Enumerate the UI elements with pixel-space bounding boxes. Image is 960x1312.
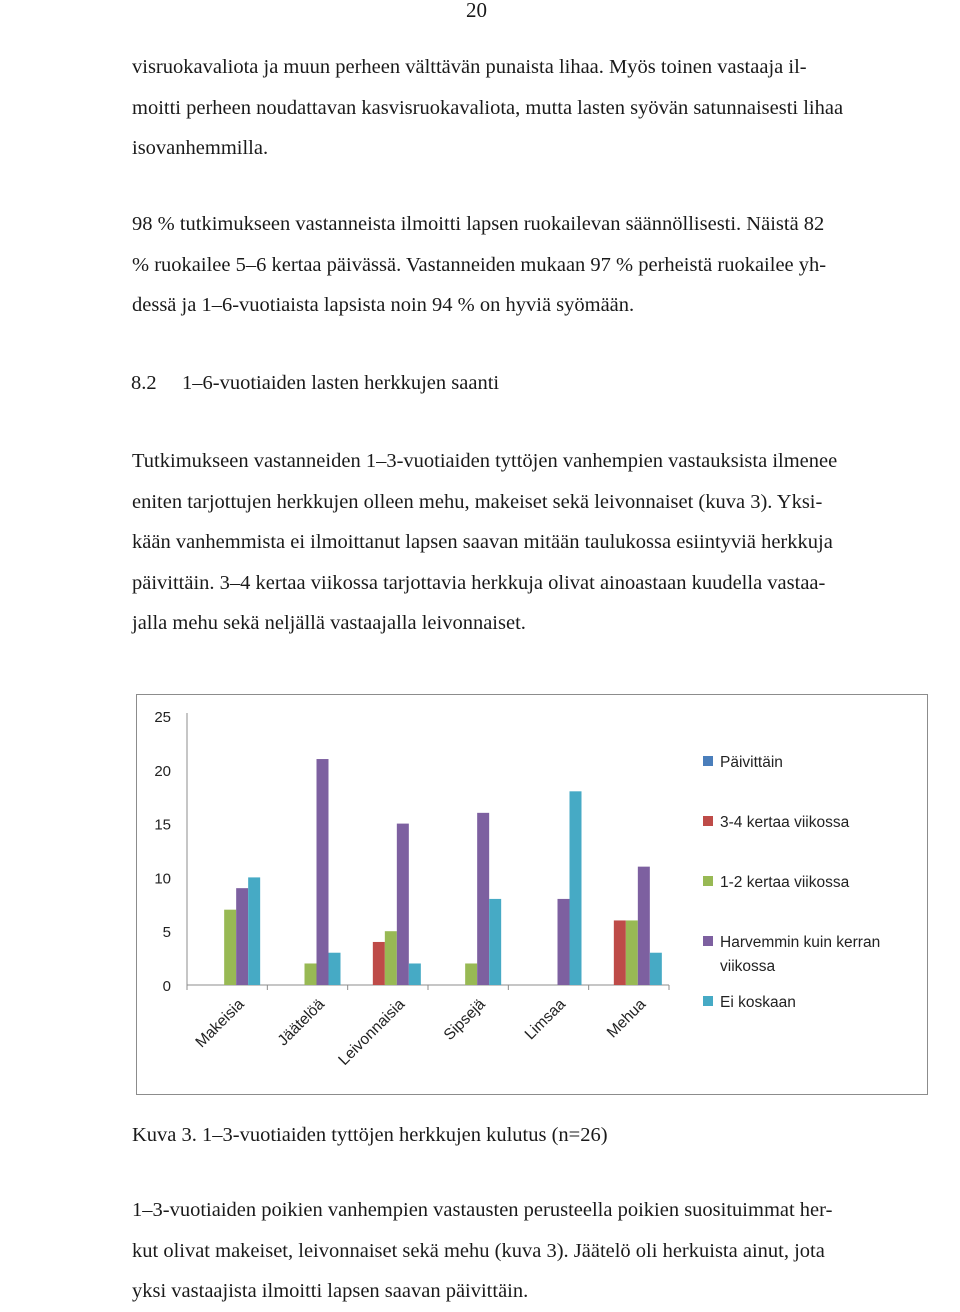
chart-frame (136, 694, 928, 1095)
x-tick-label: Mehua (603, 995, 650, 1042)
paragraph-4 (132, 1190, 938, 1312)
bar (305, 963, 317, 985)
bar (650, 953, 662, 985)
bar (570, 791, 582, 985)
x-tick-label: Makeisia (192, 995, 248, 1052)
bar (465, 963, 477, 985)
section-number: 8.2 (131, 372, 157, 394)
legend-label: 1-2 kertaa viikossa (720, 874, 850, 891)
y-tick-label: 25 (154, 709, 171, 726)
paragraph-line: visruokavaliota ja muun perheen välttävän punaista lihaa. Myös toinen vastaaja il- (132, 56, 807, 78)
x-tick-label: Leivonnaisia (335, 995, 409, 1069)
paragraph-line: kut olivat makeiset, leivonnaiset sekä mehu (kuva 3). Jäätelö oli herkuista ainut, jota (132, 1239, 825, 1262)
bar (317, 759, 329, 985)
paragraph-line: päivittäin. 3–4 kertaa viikossa tarjottavia herkkuja olivat ainoastaan kuudella vastaa- (132, 571, 826, 594)
y-tick-label: 15 (154, 816, 171, 834)
bar (477, 813, 489, 985)
bar-chart (137, 695, 927, 1094)
legend-swatch (703, 816, 713, 826)
y-tick-label: 10 (154, 870, 171, 888)
legend-swatch (703, 876, 713, 886)
x-tick-label: Limsaa (521, 995, 570, 1044)
x-tick-label: Sipsejä (440, 995, 489, 1044)
paragraph-line: % ruokailee 5–6 kertaa päivässä. Vastanneiden mukaan 97 % perheistä ruokailee yh- (132, 253, 827, 276)
paragraph-line: jalla mehu sekä neljällä vastaajalla leivonnaiset. (132, 612, 526, 634)
bar (626, 920, 638, 985)
bar (236, 888, 248, 985)
legend-swatch (703, 996, 713, 1006)
paragraph-line: Tutkimukseen vastanneiden 1–3-vuotiaiden tyttöjen vanhempien vastauksista ilmenee (132, 450, 838, 472)
bar (224, 910, 236, 985)
paragraph-3 (132, 441, 938, 644)
bar (614, 920, 626, 985)
bar (385, 931, 397, 985)
paragraph-1 (132, 47, 938, 169)
bar (558, 899, 570, 985)
figure-caption: Kuva 3. 1–3-vuotiaiden tyttöjen herkkujen kulutus (n=26) (132, 1124, 608, 1146)
legend-label: Päivittäin (720, 754, 783, 771)
paragraph-line: dessä ja 1–6-vuotiaista lapsista noin 94 % on hyviä syömään. (132, 294, 635, 316)
legend-label: 3-4 kertaa viikossa (720, 814, 850, 831)
bar (248, 877, 260, 985)
y-tick-label: 5 (162, 924, 171, 942)
bar (373, 942, 385, 985)
paragraph-line: isovanhemmilla. (132, 137, 269, 159)
paragraph-line: yksi vastaajista ilmoitti lapsen saavan päivittäin. (132, 1280, 529, 1302)
legend-label: Harvemmin kuin kerran (720, 934, 881, 951)
bar (489, 899, 501, 985)
legend-swatch (703, 936, 713, 946)
paragraph-line: eniten tarjottujen herkkujen olleen mehu, makeiset sekä leivonnaiset (kuva 3). Yksi- (132, 490, 823, 513)
legend-label: Ei koskaan (720, 994, 796, 1011)
paragraph-line: 1–3-vuotiaiden poikien vanhempien vastausten perusteella poikien suosituimmat her- (132, 1199, 833, 1221)
bar (397, 824, 409, 985)
paragraph-line: moitti perheen noudattavan kasvisruokavaliota, mutta lasten syövän satunnaisesti lihaa (132, 96, 844, 119)
paragraph-line: kään vanhemmista ei ilmoittanut lapsen saavan mitään taulukossa esiintyviä herkkuja (132, 531, 833, 553)
y-tick-label: 20 (154, 762, 171, 780)
paragraph-line: 98 % tutkimukseen vastanneista ilmoitti lapsen ruokailevan säännöllisesti. Näistä 82 (132, 213, 825, 235)
page-number: 20 (466, 0, 487, 22)
y-tick-label: 0 (162, 978, 171, 995)
legend-label: viikossa (720, 958, 776, 975)
x-tick-label: Jäätelöä (274, 995, 329, 1050)
bar (329, 953, 341, 985)
section-title: 1–6-vuotiaiden lasten herkkujen saanti (182, 372, 500, 394)
paragraph-2 (132, 204, 938, 326)
bar (638, 867, 650, 985)
bar (409, 963, 421, 985)
legend-swatch (703, 756, 713, 766)
